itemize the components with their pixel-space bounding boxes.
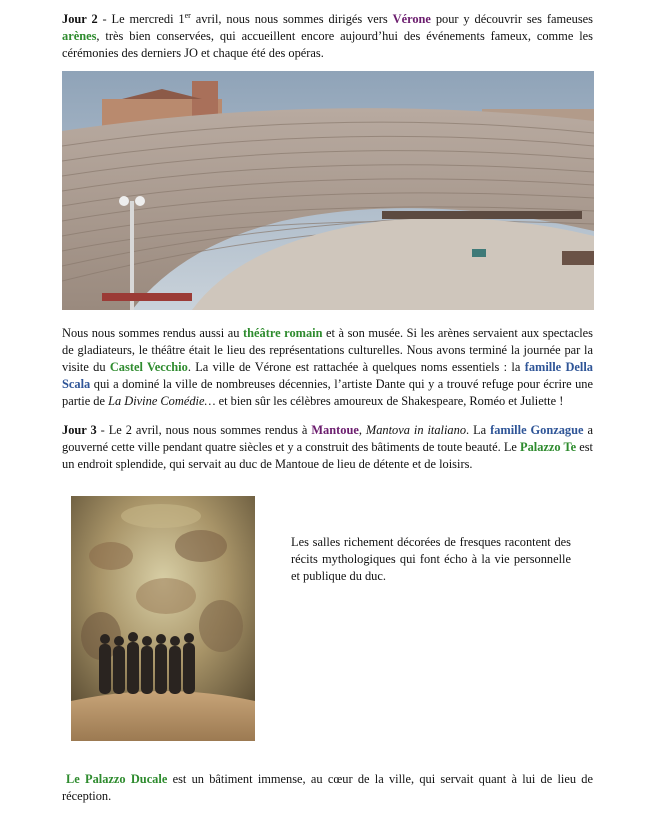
highlight-gonzague: famille Gonzague [490,423,584,437]
superscript: er [184,10,191,20]
text: a gouverné cette ville pendant quatre siècles et y a construit des bâtiments de toute beauté. Le [62,423,593,454]
highlight-palazzo-te: Palazzo Te [520,440,577,454]
text: , [358,423,366,437]
paragraph-jour-3 [62,422,593,473]
highlight-palazzo-ducale: Le Palazzo Ducale [66,772,168,786]
text: et bien sûr les célèbres amoureux de Shakespeare, Roméo et Juliette ! [215,394,564,408]
text: est un bâtiment immense, au cœur de la ville, qui servait quant à lui de lieu de réception. [62,772,593,803]
text: - Le 2 avril, nous nous sommes rendus à [96,423,312,437]
italian-name: Mantova in italiano [365,423,467,437]
text: pour y découvrir ses fameuses [430,12,593,26]
highlight-della-scala: famille Della Scala [62,360,593,391]
text: . La ville de Vérone est rattachée à quelques noms essentiels : la [187,360,525,374]
text: est un endroit splendide, qui servait au duc de Mantoue de lieu de détente et de loisirs. [62,440,593,471]
highlight-arenes: arènes [62,29,97,43]
text: , très bien conservées, qui accueillent encore aujourd’hui des événements fameux, comme les cérémonies des derniers JO et chaque été des opéras. [62,29,593,60]
place-verone: Vérone [392,12,431,26]
palazzo-te-fresco-photo [71,496,255,741]
text: - Le mercredi 1 [97,12,185,26]
text: . La [466,423,491,437]
book-title: La Divine Comédie… [108,394,216,408]
text: Nous nous sommes rendus aussi au [62,326,243,340]
day-label: Jour 2 [62,12,98,26]
verona-arena-photo [62,71,594,310]
paragraph-verona [62,325,593,410]
fresco-caption: Les salles richement décorées de fresques racontent des récits mythologiques qui font écho à la vie personnelle et publique du duc. [291,535,571,583]
text: et à son musée. Si les arènes servaient aux spectacles de gladiateurs, le théâtre était le lieu des représentations culturelles. Nous avons terminé la journée par la visite du [62,326,593,374]
paragraph-palazzo-ducale [62,771,593,805]
text: qui a dominé la ville de nombreuses décennies, l’artiste Dante qui y a trouvé refuge pour écrire une partie de [62,377,593,408]
text: avril, nous nous sommes dirigés vers [190,12,393,26]
paragraph-jour-2 [62,11,593,62]
arena-illustration [62,71,594,310]
fresco-illustration [71,496,255,741]
highlight-theatre-romain: théâtre romain [243,326,323,340]
highlight-castel-vecchio: Castel Vecchio [109,360,188,374]
place-mantoue: Mantoue [311,423,359,437]
day-label: Jour 3 [62,423,97,437]
